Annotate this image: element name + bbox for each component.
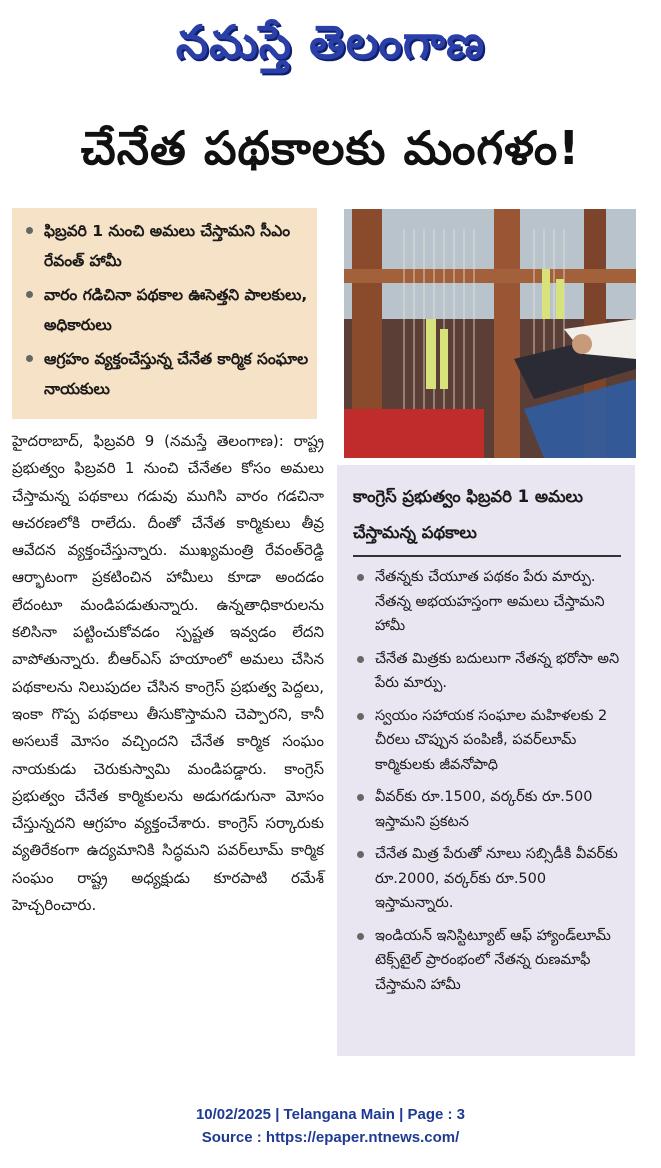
handloom-photo-illustration [344, 209, 636, 458]
sidebar-item [355, 924, 625, 998]
sidebar-item-text: స్వయం సహాయక సంఘాల మహిళలకు 2 చీరలు చొప్పున పంపిణీ, పవర్‌లూమ్ కార్మికులకు జీవనోపాధి [375, 707, 608, 773]
sidebar-list [355, 565, 625, 1005]
highlight-text: ఫిబ్రవరి 1 నుంచి అమలు చేస్తామని సీఎం రేవంత్ హామీ [44, 222, 291, 270]
bullet-icon [357, 713, 364, 720]
bullet-icon [26, 291, 33, 298]
sidebar-title: కాంగ్రెస్ ప్రభుత్వం ఫిబ్రవరి 1 అమలు చేస్తామన్న పథకాలు [353, 487, 583, 542]
sidebar-item [355, 842, 625, 916]
highlight-item [26, 216, 309, 276]
bullet-icon [26, 227, 33, 234]
headline: చేనేత పథకాలకు మంగళం! [80, 121, 581, 175]
sidebar-box [337, 465, 635, 1056]
masthead-logo: నమస్తే తెలంగాణ [175, 15, 486, 69]
highlight-item [26, 344, 309, 404]
sidebar-item-text: చేనేత మిత్ర పేరుతో నూలు సబ్సిడీకి వీవర్‌కు రూ.2000, వర్కర్‌కు రూ.500 ఇస్తామన్నారు. [375, 846, 618, 911]
article-body: హైదరాబాద్, ఫిబ్రవరి 9 (నమస్తే తెలంగాణ): రాష్ట్ర ప్రభుత్వం ఫిబ్రవరి 1 నుంచి చేనేతల కోసం అమలు చేస్తామన్న పథకాలు గడువు ముగిసి వారం గడచినా ఆచరణలోకి రాలేదు. దీంతో చేనేత కార్మికులు తీవ్ర ఆవేదన వ్యక్తంచేస్తున్నారు. ముఖ్యమంత్రి రేవంత్‌రెడ్డి ఆర్భాటంగా ప్రకటించిన హామీలు కూడా అందడం లేదంటూ మండిపడుతున్నారు. ఉన్నతాధికారులను కలిసినా పట్టించుకోవడం స్పష్టత ఇవ్వడం లేదని వాపోతున్నారు. బీఆర్‌ఎస్ హయాంలో అమలు చేసిన పథకాలను నిలుపుదల చేసిన కాంగ్రెస్ ప్రభుత్వ పెద్దలు, ఇంకా గొప్ప పథకాలు తీసుకొస్తామని చెప్పారని, కానీ అసలుకే మోసం వచ్చిందని చేనేత కార్మిక సంఘం నాయకుడు చెరుకుస్వామి మండిపడ్డారు. కాంగ్రెస్ ప్రభుత్వం చేనేత కార్మికులను అడుగడుగునా మోసం చేస్తున్నదని ఆగ్రహం వ్యక్తంచేశారు. కాంగ్రెస్ సర్కారుకు వ్యతిరేకంగా ఉద్యమానికి సిద్ధమని పవర్‌లూమ్ కార్మిక సంఘం రాష్ట్ర అధ్యక్షుడు కూరపాటి రమేశ్ హెచ్చరించారు. [12, 432, 324, 915]
sidebar-divider [353, 555, 621, 557]
highlights-box [12, 208, 317, 419]
highlight-text: వారం గడిచినా పథకాల ఊసెత్తని పాలకులు, అధికారులు [44, 286, 308, 334]
sidebar-item-text: నేతన్నకు చేయూత పథకం పేరు మార్పు. నేతన్న అభయహస్తంగా అమలు చేస్తామని హామీ [375, 569, 605, 634]
bullet-icon [357, 656, 364, 663]
bullet-icon [26, 355, 33, 362]
highlight-item [26, 280, 309, 340]
bullet-icon [357, 794, 364, 801]
sidebar-item-text: చేనేత మిత్రకు బదులుగా నేతన్న భరోసా అని పేరు మార్పు. [375, 650, 620, 691]
footer-date-line: 10/02/2025 | Telangana Main | Page : 3 [195, 1106, 466, 1123]
footer-source-line: Source : https://epaper.ntnews.com/ [201, 1129, 460, 1146]
sidebar-item [355, 785, 625, 834]
bullet-icon [357, 933, 364, 940]
highlight-text: ఆగ్రహం వ్యక్తంచేస్తున్న చేనేత కార్మిక సంఘాల నాయకులు [44, 350, 309, 398]
sidebar-item-text: వీవర్‌కు రూ.1500, వర్కర్‌కు రూ.500 ఇస్తామని ప్రకటన [375, 789, 593, 830]
sidebar-item [355, 565, 625, 639]
bullet-icon [357, 574, 364, 581]
sidebar-item [355, 704, 625, 778]
sidebar-item-text: ఇండియన్ ఇనిస్టిట్యూట్ ఆఫ్ హ్యాండ్‌లూమ్ టెక్స్‌టైల్ ప్రారంభంలో నేతన్న రుణమాఫీ చేస్తామని హామీ [375, 927, 611, 993]
highlights-list [26, 216, 309, 404]
handloom-photo [344, 209, 636, 458]
bullet-icon [357, 851, 364, 858]
sidebar-item [355, 647, 625, 696]
